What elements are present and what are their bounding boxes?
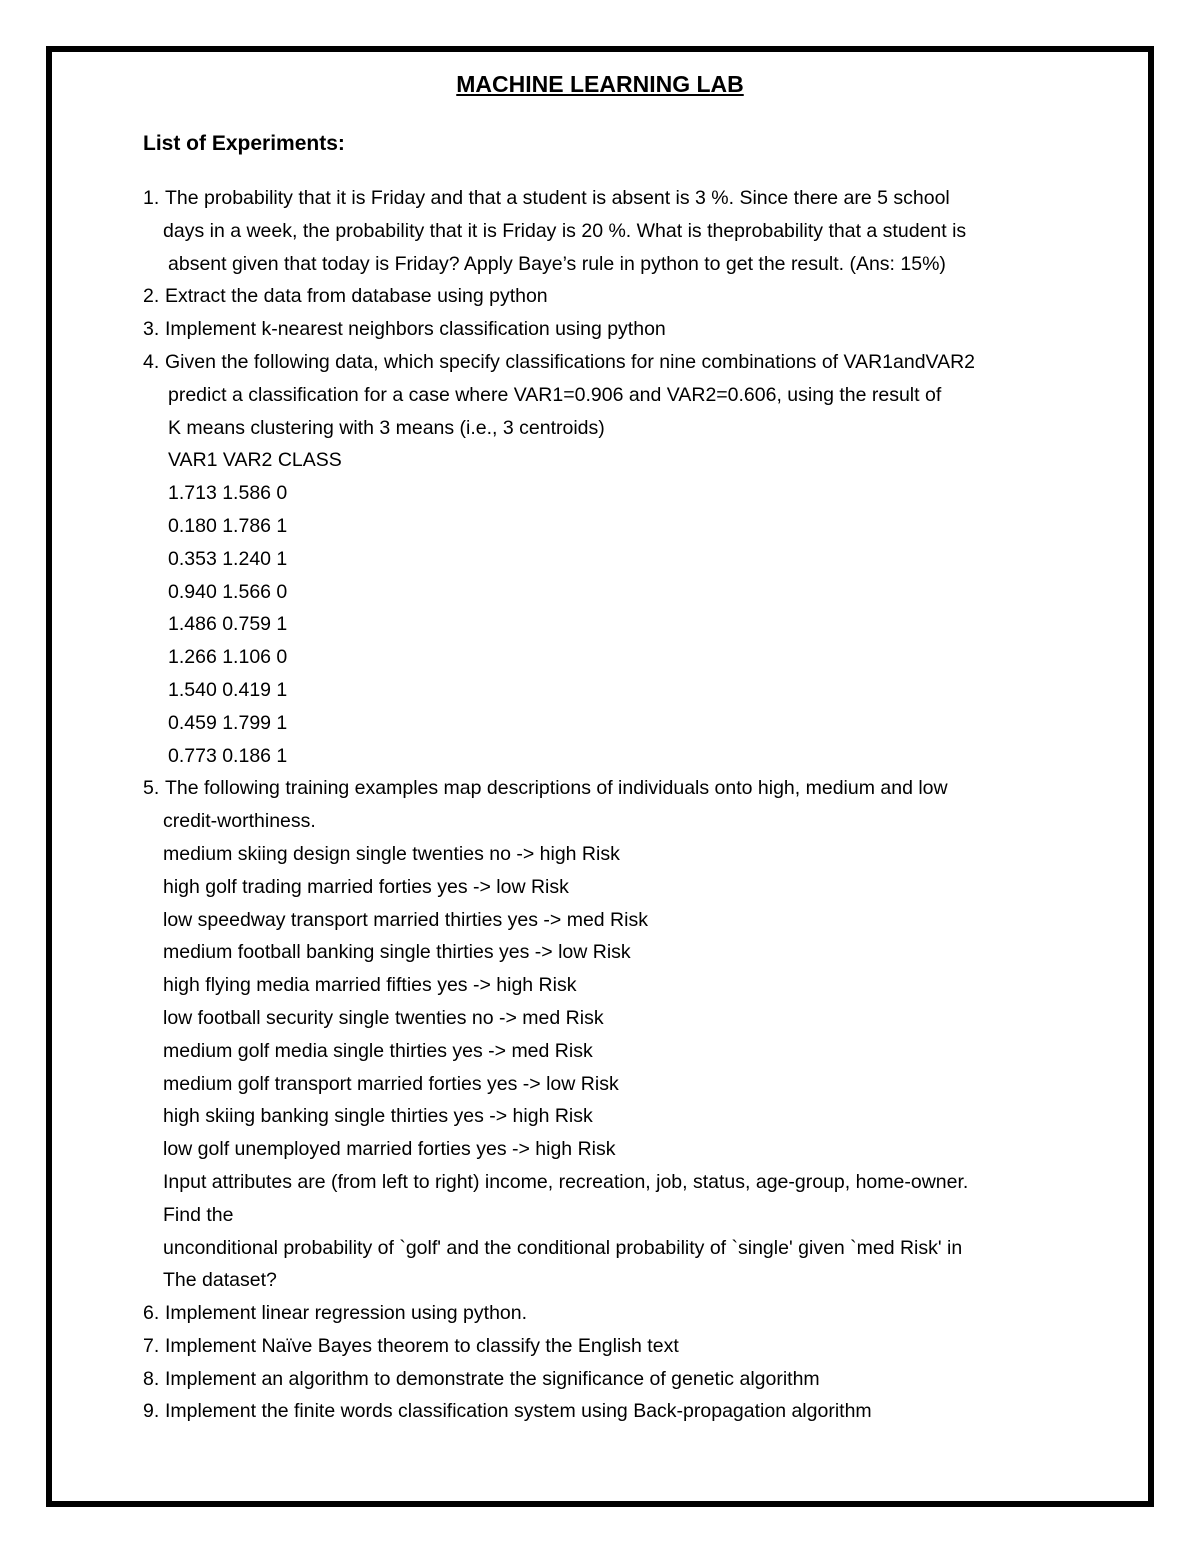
data-row-text: 0.180 1.786 1 bbox=[168, 514, 288, 537]
data-row-text: 0.459 1.799 1 bbox=[168, 711, 288, 734]
experiment-2 bbox=[0, 280, 1200, 313]
experiment-text: Implement Naïve Bayes theorem to classify the English text bbox=[165, 1334, 679, 1357]
experiment-text: Implement an algorithm to demonstrate the significance of genetic algorithm bbox=[165, 1367, 820, 1390]
item-number: 6. bbox=[143, 1302, 160, 1325]
experiment-text: credit-worthiness. bbox=[163, 810, 316, 833]
training-example bbox=[0, 969, 1200, 1002]
experiment-text: Implement linear regression using python. bbox=[165, 1302, 528, 1325]
training-example-text: medium skiing design single twenties no -> high Risk bbox=[163, 842, 620, 865]
data-row-text: 1.266 1.106 0 bbox=[168, 646, 288, 669]
text-line bbox=[0, 1166, 1200, 1199]
data-header bbox=[0, 444, 1200, 477]
section-heading: List of Experiments: bbox=[143, 132, 345, 155]
data-row bbox=[0, 608, 1200, 641]
training-example-text: low golf unemployed married forties yes -> high Risk bbox=[163, 1138, 616, 1161]
data-row bbox=[0, 740, 1200, 773]
experiment-text: The following training examples map descriptions of individuals onto high, medium and low bbox=[165, 777, 948, 800]
data-row bbox=[0, 576, 1200, 609]
training-example-text: medium golf transport married forties yes -> low Risk bbox=[163, 1072, 619, 1095]
data-row bbox=[0, 707, 1200, 740]
training-example bbox=[0, 838, 1200, 871]
training-example-text: high skiing banking single thirties yes -> high Risk bbox=[163, 1105, 593, 1128]
training-example-text: high golf trading married forties yes -> low Risk bbox=[163, 875, 569, 898]
page-title: MACHINE LEARNING LAB bbox=[456, 71, 744, 97]
item-number: 4. bbox=[143, 350, 160, 373]
experiment-text: days in a week, the probability that it is Friday is 20 %. What is theprobability that a student is bbox=[163, 219, 967, 242]
data-header-text: VAR1 VAR2 CLASS bbox=[168, 449, 342, 472]
item-number: 5. bbox=[143, 777, 160, 800]
experiment-text: Implement the finite words classification system using Back-propagation algorithm bbox=[165, 1400, 872, 1423]
item-number: 7. bbox=[143, 1334, 160, 1357]
experiment-list bbox=[0, 182, 1200, 1428]
data-row bbox=[0, 641, 1200, 674]
data-row bbox=[0, 674, 1200, 707]
text-line bbox=[0, 215, 1200, 248]
item-number: 8. bbox=[143, 1367, 160, 1390]
item-number: 3. bbox=[143, 318, 160, 341]
text-line bbox=[0, 379, 1200, 412]
text-line bbox=[0, 1264, 1200, 1297]
data-row-text: 0.773 0.186 1 bbox=[168, 744, 288, 767]
data-row bbox=[0, 477, 1200, 510]
experiment-text: Input attributes are (from left to right) income, recreation, job, status, age-group, home-owner. bbox=[163, 1170, 969, 1193]
experiment-text: Implement k-nearest neighbors classification using python bbox=[165, 318, 666, 341]
training-example-text: low speedway transport married thirties yes -> med Risk bbox=[163, 908, 648, 931]
data-row-text: 0.353 1.240 1 bbox=[168, 547, 288, 570]
training-example bbox=[0, 1002, 1200, 1035]
training-example-text: low football security single twenties no -> med Risk bbox=[163, 1006, 604, 1029]
experiment-text: Given the following data, which specify classifications for nine combinations of VAR1andVAR2 bbox=[165, 350, 976, 373]
experiment-text: The probability that it is Friday and that a student is absent is 3 %. Since there are 5 school bbox=[165, 187, 950, 209]
data-row-text: 1.713 1.586 0 bbox=[168, 482, 288, 505]
experiment-4 bbox=[0, 346, 1200, 379]
text-line bbox=[0, 412, 1200, 445]
text-line bbox=[0, 805, 1200, 838]
training-example bbox=[0, 871, 1200, 904]
text-line bbox=[0, 248, 1200, 281]
experiment-text: absent given that today is Friday? Apply Baye’s rule in python to get the result. (Ans: 15%) bbox=[168, 252, 946, 275]
training-example bbox=[0, 1100, 1200, 1133]
item-number: 1. bbox=[143, 187, 160, 209]
experiment-text: Extract the data from database using python bbox=[165, 285, 548, 308]
text-line bbox=[0, 1232, 1200, 1265]
training-example bbox=[0, 936, 1200, 969]
experiment-text: Find the bbox=[163, 1203, 234, 1226]
experiment-3 bbox=[0, 313, 1200, 346]
data-row-text: 1.540 0.419 1 bbox=[168, 678, 288, 701]
experiment-text: The dataset? bbox=[163, 1269, 277, 1292]
experiment-9 bbox=[0, 1395, 1200, 1428]
training-example bbox=[0, 1133, 1200, 1166]
data-row bbox=[0, 543, 1200, 576]
data-row bbox=[0, 510, 1200, 543]
training-example bbox=[0, 1035, 1200, 1068]
experiment-text: K means clustering with 3 means (i.e., 3 centroids) bbox=[168, 416, 605, 439]
experiment-8 bbox=[0, 1363, 1200, 1396]
item-number: 2. bbox=[143, 285, 160, 308]
experiment-7 bbox=[0, 1330, 1200, 1363]
training-example-text: medium golf media single thirties yes -> med Risk bbox=[163, 1039, 593, 1062]
experiment-5 bbox=[0, 772, 1200, 805]
item-number: 9. bbox=[143, 1400, 160, 1423]
data-row-text: 1.486 0.759 1 bbox=[168, 613, 288, 636]
text-line bbox=[0, 1199, 1200, 1232]
data-row-text: 0.940 1.566 0 bbox=[168, 580, 288, 603]
experiment-text: unconditional probability of `golf' and the conditional probability of `single' given `med Risk' in bbox=[163, 1236, 963, 1259]
training-example-text: medium football banking single thirties yes -> low Risk bbox=[163, 941, 631, 964]
training-example bbox=[0, 904, 1200, 937]
training-example bbox=[0, 1068, 1200, 1101]
experiment-6 bbox=[0, 1297, 1200, 1330]
experiment-text: predict a classification for a case where VAR1=0.906 and VAR2=0.606, using the result of bbox=[168, 383, 942, 406]
experiment-1 bbox=[0, 182, 1200, 215]
training-example-text: high flying media married fifties yes -> high Risk bbox=[163, 974, 577, 997]
